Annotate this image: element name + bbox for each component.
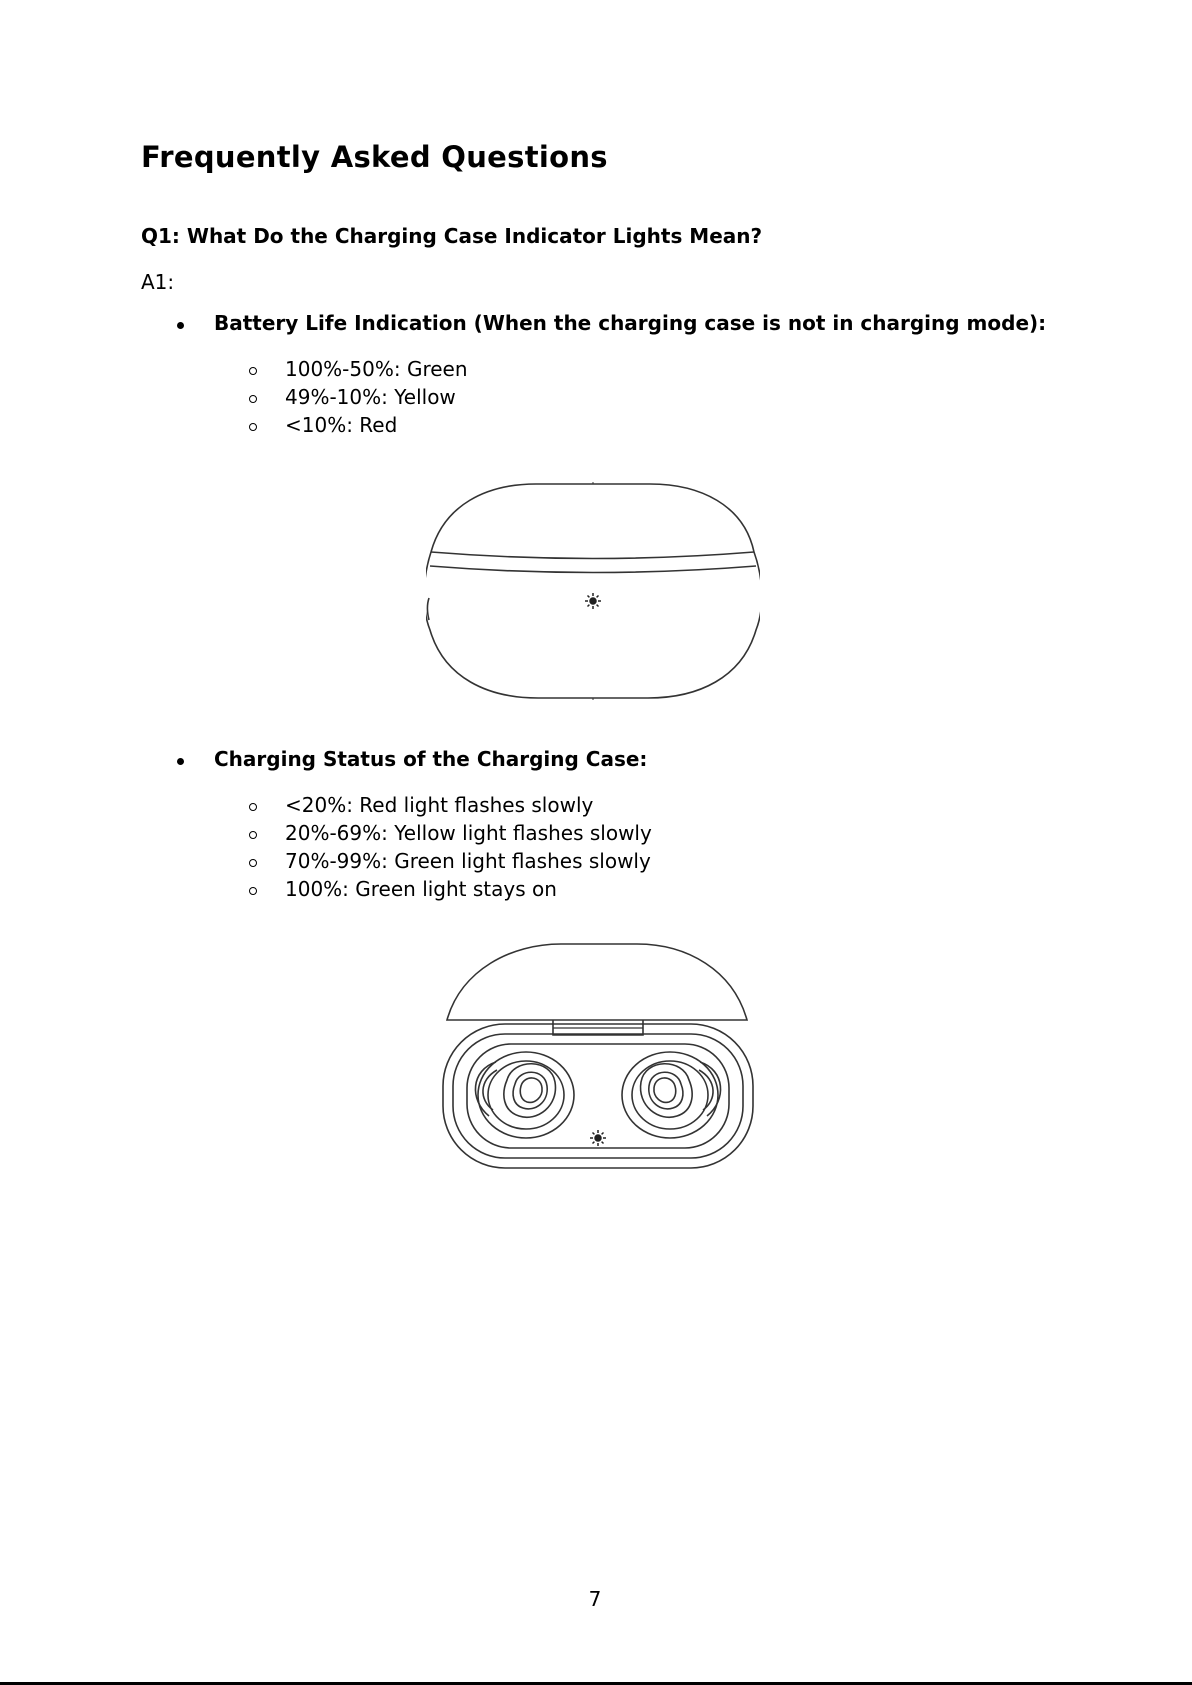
right-earbud-drawing: [622, 1052, 721, 1138]
bullet-dot: [177, 322, 184, 329]
section-heading-label: Battery Life Indication (When the charging case is not in charging mode):: [214, 311, 1047, 335]
list-item-text: 49%-10%: Yellow: [285, 385, 456, 409]
list-item-text: 70%-99%: Green light flashes slowly: [285, 849, 651, 873]
answer-label: A1:: [141, 270, 175, 294]
hollow-bullet: [249, 423, 257, 431]
list-item-text: 100%: Green light stays on: [285, 877, 557, 901]
indicator-light-icon: [585, 593, 601, 609]
faq-question: Q1: What Do the Charging Case Indicator Lights Mean?: [141, 224, 763, 248]
closed-charging-case-illustration: [426, 480, 760, 704]
section-heading-battery-life: [177, 311, 1137, 341]
list-item-text: 100%-50%: Green: [285, 357, 468, 381]
hollow-bullet: [249, 831, 257, 839]
list-item-text: 20%-69%: Yellow light flashes slowly: [285, 821, 652, 845]
open-charging-case-illustration: [441, 940, 755, 1172]
page-title: Frequently Asked Questions: [141, 140, 608, 174]
hollow-bullet: [249, 859, 257, 867]
hollow-bullet: [249, 803, 257, 811]
indicator-light-icon: [590, 1130, 606, 1146]
hollow-bullet: [249, 367, 257, 375]
bullet-dot: [177, 758, 184, 765]
list-item-text: <20%: Red light flashes slowly: [285, 793, 594, 817]
list-item-text: <10%: Red: [285, 413, 398, 437]
page-number: 7: [588, 1587, 602, 1611]
left-earbud-drawing: [475, 1052, 574, 1138]
section-heading-label: Charging Status of the Charging Case:: [214, 747, 648, 771]
hollow-bullet: [249, 887, 257, 895]
section-heading-charging-status: [177, 747, 1137, 777]
hollow-bullet: [249, 395, 257, 403]
